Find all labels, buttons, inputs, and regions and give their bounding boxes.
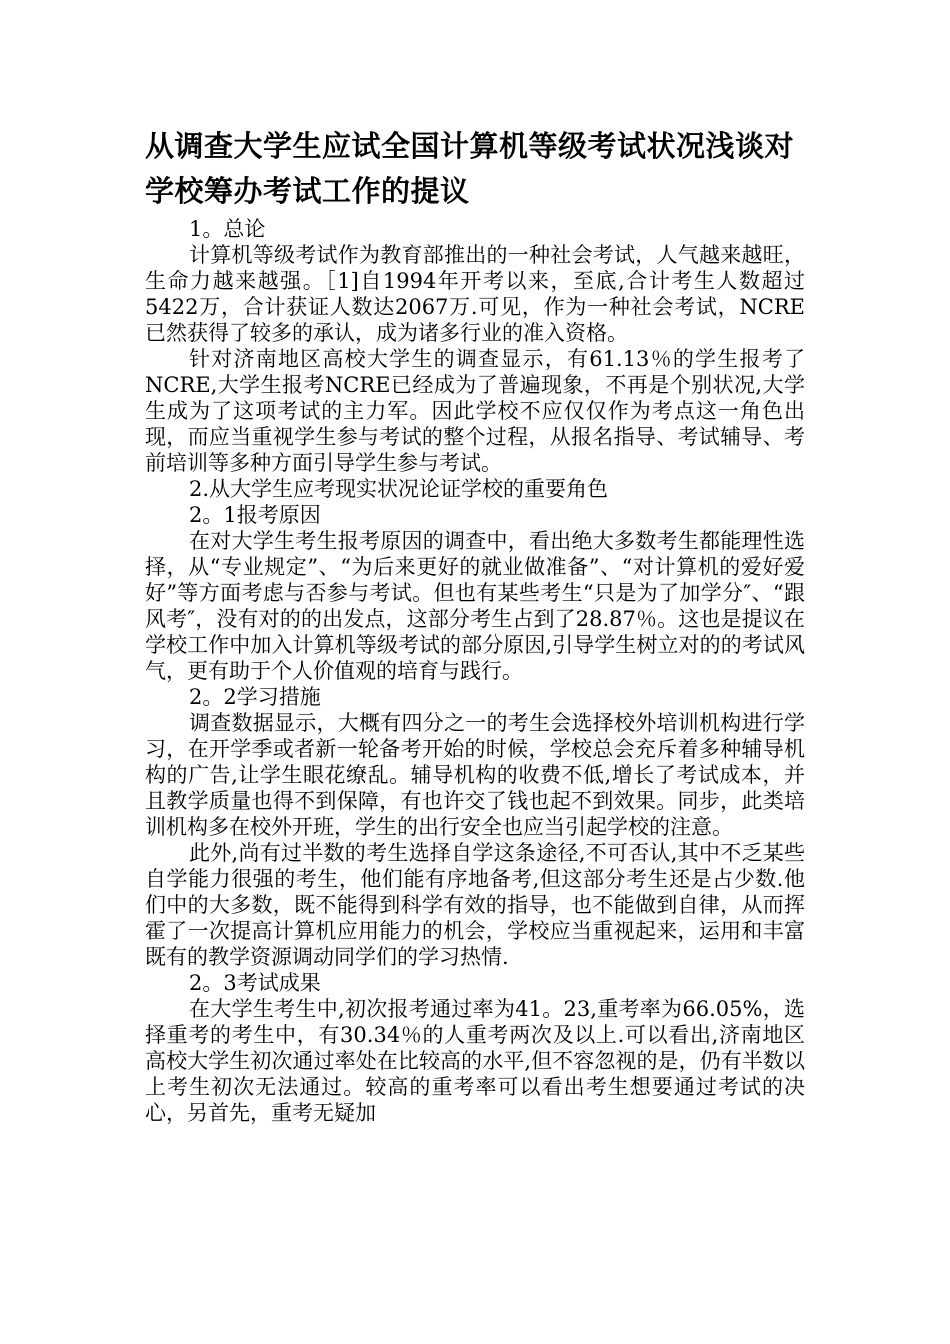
document-body	[145, 216, 805, 1126]
paragraph: 在大学生考生中,初次报考通过率为41。23,重考率为66.05%，选择重考的考生中，有30.34％的人重考两次及以上.可以看出,济南地区高校大学生初次通过率处在比较高的水平,但不容忽视的是，仍有半数以上考生初次无法通过。较高的重考率可以看出考生想要通过考试的决心，另首先，重考无疑加	[145, 997, 805, 1125]
paragraph: 针对济南地区高校大学生的调查显示，有61.13％的学生报考了NCRE,大学生报考NCRE已经成为了普遍现象，不再是个别状况,大学生成为了这项考试的主力军。因此学校不应仅仅作为考点这一角色出现，而应当重视学生参与考试的整个过程，从报名指导、考试辅导、考前培训等多种方面引导学生参与考试。	[145, 347, 805, 475]
subsection-heading: 2。1报考原因	[189, 503, 321, 527]
paragraph: 计算机等级考试作为教育部推出的一种社会考试，人气越来越旺，生命力越来越强。［1]自1994年开考以来，至底,合计考生人数超过5422万，合计获证人数达2067万.可见，作为一种社会考试，NCRE已然获得了较多的承认，成为诸多行业的准入资格。	[145, 243, 805, 345]
paragraph: 此外,尚有过半数的考生选择自学这条途径,不可否认,其中不乏某些自学能力很强的考生，他们能有序地备考,但这部分考生还是占少数.他们中的大多数，既不能得到科学有效的指导，也不能做到自律，从而挥霍了一次提高计算机应用能力的机会，学校应当重视起来，运用和丰富既有的教学资源调动同学们的学习热情.	[145, 841, 805, 969]
subsection-heading: 2。2学习措施	[189, 685, 321, 709]
subsection-heading: 2。3考试成果	[189, 971, 321, 995]
document-page	[145, 124, 805, 1126]
heading-overview: 1。总论	[189, 217, 266, 241]
document-title: 从调查大学生应试全国计算机等级考试状况浅谈对学校筹办考试工作的提议	[145, 129, 795, 208]
paragraph: 调查数据显示，大概有四分之一的考生会选择校外培训机构进行学习，在开学季或者新一轮备考开始的时候，学校总会充斥着多种辅导机构的广告,让学生眼花缭乱。辅导机构的收费不低,增长了考试成本，并且教学质量也得不到保障，有也许交了钱也起不到效果。同步，此类培训机构多在校外开班，学生的出行安全也应当引起学校的注意。	[145, 711, 805, 839]
section-heading: 2.从大学生应考现实状况论证学校的重要角色	[189, 477, 609, 501]
paragraph: 在对大学生考生报考原因的调查中，看出绝大多数考生都能理性选择，从“专业规定”、“为后来更好的就业做准备”、“对计算机的爱好爱好”等方面考虑与否参与考试。但也有某些考生“只是为了加学分″、“跟风考″，没有对的的出发点，这部分考生占到了28.87％。这也是提议在学校工作中加入计算机等级考试的部分原因,引导学生树立对的的考试风气，更有助于个人价值观的培育与践行。	[145, 529, 805, 683]
